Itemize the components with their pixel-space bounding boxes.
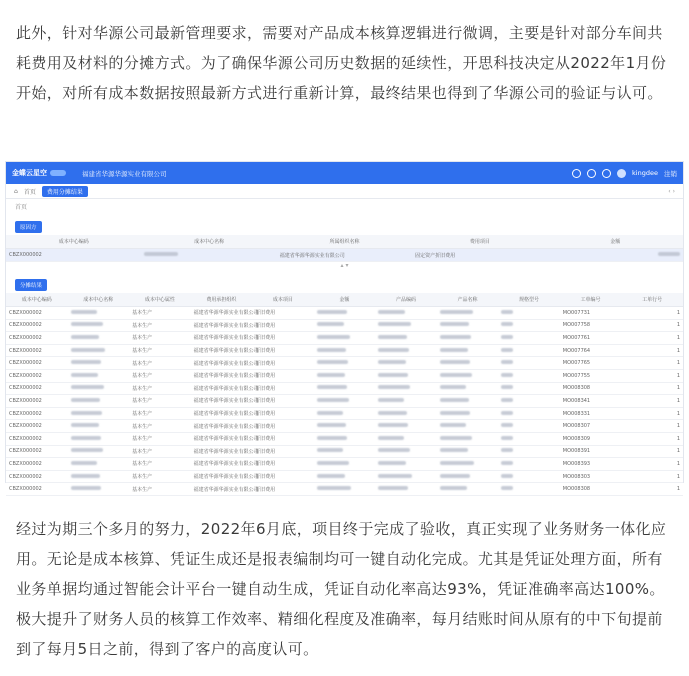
cell-name-blurred xyxy=(68,332,130,345)
cell-product-name-blurred xyxy=(437,432,499,445)
cell-line: 1 xyxy=(621,357,683,370)
cell-product-code-blurred xyxy=(375,319,437,332)
cell-attr: 基本生产 xyxy=(129,395,191,408)
cell-spec-blurred xyxy=(498,369,560,382)
cell-amount-blurred xyxy=(314,432,376,445)
cell-item: 折旧费用 xyxy=(252,357,314,370)
cell-name-blurred xyxy=(68,307,130,320)
app-name: 金蝶云星空 xyxy=(12,169,47,177)
cell-name-blurred xyxy=(68,470,130,483)
cell-attr: 基本生产 xyxy=(129,344,191,357)
cell-item: 折旧费用 xyxy=(252,307,314,320)
cell-product-name-blurred xyxy=(437,369,499,382)
table-row[interactable] xyxy=(6,483,683,496)
cell-item: 折旧费用 xyxy=(252,319,314,332)
column-header[interactable]: 成本中心属性 xyxy=(129,293,191,307)
cell-attr: 基本生产 xyxy=(129,483,191,496)
cell-code: CBZX000002 xyxy=(6,369,68,382)
cell-code: CBZX000002 xyxy=(6,458,68,471)
cell-name-blurred xyxy=(68,432,130,445)
cell-name-blurred xyxy=(68,369,130,382)
cell-spec-blurred xyxy=(498,382,560,395)
column-header[interactable]: 成本中心名称 xyxy=(141,235,276,249)
cell-name-blurred xyxy=(68,344,130,357)
column-header[interactable]: 产品名称 xyxy=(437,293,499,307)
cell-product-name-blurred xyxy=(437,319,499,332)
cell-amount-blurred xyxy=(314,420,376,433)
cell-line: 1 xyxy=(621,458,683,471)
column-header[interactable]: 金额 xyxy=(314,293,376,307)
table-row[interactable] xyxy=(6,395,683,408)
cell-code: CBZX000002 xyxy=(6,432,68,445)
column-header[interactable]: 工单编号 xyxy=(560,293,622,307)
cell-code: CBZX000002 xyxy=(6,395,68,408)
cell-line: 1 xyxy=(621,319,683,332)
cell-product-code-blurred xyxy=(375,470,437,483)
cell-attr: 基本生产 xyxy=(129,307,191,320)
cell-amount-blurred xyxy=(314,445,376,458)
cell-product-code-blurred xyxy=(375,483,437,496)
cell-spec-blurred xyxy=(498,458,560,471)
column-header[interactable]: 产品编码 xyxy=(375,293,437,307)
cell-spec-blurred xyxy=(498,395,560,408)
cell-attr: 基本生产 xyxy=(129,332,191,345)
cell-line: 1 xyxy=(621,420,683,433)
logout-link[interactable]: 注销 xyxy=(664,169,677,178)
column-header[interactable]: 成本项目 xyxy=(252,293,314,307)
cell-amount-blurred xyxy=(314,407,376,420)
cell-product-name-blurred xyxy=(437,382,499,395)
cell-org: 福建省华源华源实业有限公司 xyxy=(191,483,253,496)
home-icon[interactable]: ⌂ xyxy=(14,187,18,195)
avatar[interactable] xyxy=(617,169,626,178)
cell-product-name-blurred xyxy=(437,458,499,471)
cell-wo: MO008391 xyxy=(560,445,622,458)
cell-product-code-blurred xyxy=(375,357,437,370)
cell-attr: 基本生产 xyxy=(129,357,191,370)
table-row[interactable] xyxy=(6,357,683,370)
cell-amount-blurred xyxy=(314,470,376,483)
cell-name-blurred xyxy=(68,382,130,395)
cell-wo: MO008303 xyxy=(560,470,622,483)
cell-product-name-blurred xyxy=(437,357,499,370)
cell-product-name-blurred xyxy=(437,395,499,408)
cell-attr: 基本生产 xyxy=(129,382,191,395)
cell-attr: 基本生产 xyxy=(129,445,191,458)
column-header[interactable]: 规格型号 xyxy=(498,293,560,307)
cell-code: CBZX000002 xyxy=(6,357,68,370)
pane-splitter[interactable]: ▴ ▾ xyxy=(340,262,349,269)
table-row[interactable] xyxy=(6,307,683,320)
cell-product-name-blurred xyxy=(437,470,499,483)
cell-name-blurred xyxy=(68,420,130,433)
cell-wo: MO008307 xyxy=(560,420,622,433)
cell-item: 折旧费用 xyxy=(252,395,314,408)
cell-spec-blurred xyxy=(498,357,560,370)
tab-allocation-result[interactable]: 费用分摊结果 xyxy=(42,186,88,197)
cell-product-code-blurred xyxy=(375,332,437,345)
cell-product-name-blurred xyxy=(437,445,499,458)
table-row[interactable] xyxy=(6,249,683,262)
cell-wo: MO008308 xyxy=(560,483,622,496)
cell-amount-blurred xyxy=(314,369,376,382)
column-header[interactable]: 成本中心编码 xyxy=(6,293,68,307)
cell-spec-blurred xyxy=(498,407,560,420)
cell-product-code-blurred xyxy=(375,395,437,408)
cell-org: 福建省华源华源实业有限公司 xyxy=(191,332,253,345)
cell-name-blurred xyxy=(68,483,130,496)
cell-org: 福建省华源华源实业有限公司 xyxy=(191,470,253,483)
cell-line: 1 xyxy=(621,307,683,320)
cell-spec-blurred xyxy=(498,432,560,445)
cell-spec-blurred xyxy=(498,483,560,496)
cell-org: 福建省华源华源实业有限公司 xyxy=(191,432,253,445)
table-row[interactable] xyxy=(6,458,683,471)
cell-org: 福建省华源华源实业有限公司 xyxy=(191,445,253,458)
cell-product-code-blurred xyxy=(375,382,437,395)
cell-item: 固定资产折旧费用 xyxy=(412,249,547,262)
cell-amount-blurred xyxy=(314,483,376,496)
table-row[interactable] xyxy=(6,432,683,445)
cell-product-code-blurred xyxy=(375,369,437,382)
help-icon[interactable] xyxy=(602,169,611,178)
cell-spec-blurred xyxy=(498,420,560,433)
cell-wo: MO007731 xyxy=(560,307,622,320)
column-header[interactable]: 费用承担组织 xyxy=(191,293,253,307)
cell-line: 1 xyxy=(621,369,683,382)
cell-item: 折旧费用 xyxy=(252,382,314,395)
cell-item: 折旧费用 xyxy=(252,483,314,496)
cell-name-blurred xyxy=(68,395,130,408)
column-header[interactable]: 所属组织名称 xyxy=(277,235,412,249)
cell-amount-blurred xyxy=(314,395,376,408)
result-section-button[interactable]: 分摊结果 xyxy=(15,279,47,291)
cell-org: 福建省华源华源实业有限公司 xyxy=(191,307,253,320)
cell-name-blurred xyxy=(68,357,130,370)
cell-wo: MO007761 xyxy=(560,332,622,345)
table-row[interactable] xyxy=(6,382,683,395)
cell-name-blurred xyxy=(68,445,130,458)
cell-product-code-blurred xyxy=(375,407,437,420)
cell-wo: MO007758 xyxy=(560,319,622,332)
cell-line: 1 xyxy=(621,344,683,357)
cell-spec-blurred xyxy=(498,319,560,332)
cell-line: 1 xyxy=(621,382,683,395)
cell-code: CBZX000002 xyxy=(6,483,68,496)
breadcrumb[interactable]: 首页 xyxy=(15,204,28,211)
cell-item: 折旧费用 xyxy=(252,332,314,345)
cell-code: CBZX000002 xyxy=(6,319,68,332)
cell-wo: MO007765 xyxy=(560,357,622,370)
column-header[interactable]: 工单行号 xyxy=(621,293,683,307)
cell-code: CBZX000002 xyxy=(6,382,68,395)
tab-bar xyxy=(6,184,683,199)
cell-code: CBZX000002 xyxy=(6,420,68,433)
erp-screenshot xyxy=(5,161,684,493)
cell-wo: MO007755 xyxy=(560,369,622,382)
cell-product-name-blurred xyxy=(437,332,499,345)
cell-spec-blurred xyxy=(498,332,560,345)
cell-line: 1 xyxy=(621,395,683,408)
cell-org: 福建省华源华源实业有限公司 xyxy=(191,344,253,357)
cell-item: 折旧费用 xyxy=(252,344,314,357)
table-row[interactable] xyxy=(6,445,683,458)
cell-amount-blurred xyxy=(314,458,376,471)
cell-amount-blurred xyxy=(314,332,376,345)
column-header[interactable]: 成本中心编码 xyxy=(6,235,141,249)
cell-attr: 基本生产 xyxy=(129,319,191,332)
cell-line: 1 xyxy=(621,483,683,496)
cell-org: 福建省华源华源实业有限公司 xyxy=(277,249,412,262)
cell-product-code-blurred xyxy=(375,432,437,445)
column-header[interactable]: 费用项目 xyxy=(412,235,547,249)
cell-item: 折旧费用 xyxy=(252,470,314,483)
cell-item: 折旧费用 xyxy=(252,369,314,382)
cell-item: 折旧费用 xyxy=(252,445,314,458)
table-row[interactable] xyxy=(6,420,683,433)
outcome-paragraph: 经过为期三个多月的努力，2022年6月底，项目终于完成了验收，真正实现了业务财务一体化应用。无论是成本核算、凭证生成还是报表编制均可一键自动化完成。尤其是凭证处理方面，所有业务单据均通过智能会计平台一键自动生成，凭证自动化率高达93%，凭证准确率高达100%。极大提升了财务人员的核算工作效率、精细化程度及准确率，每月结账时间从原有的中下旬提前到了每月5日之前，得到了客户的高度认可。 xyxy=(16,520,667,658)
cell-attr: 基本生产 xyxy=(129,432,191,445)
cell-item: 折旧费用 xyxy=(252,407,314,420)
table-row[interactable] xyxy=(6,407,683,420)
cell-org: 福建省华源华源实业有限公司 xyxy=(191,458,253,471)
cell-name-blurred xyxy=(68,319,130,332)
cell-spec-blurred xyxy=(498,445,560,458)
cell-product-code-blurred xyxy=(375,344,437,357)
cell-product-name-blurred xyxy=(437,420,499,433)
cell-code: CBZX000002 xyxy=(6,470,68,483)
cell-amount-blurred xyxy=(314,319,376,332)
table-row[interactable] xyxy=(6,319,683,332)
cell-code: CBZX000002 xyxy=(6,307,68,320)
cell-org: 福建省华源华源实业有限公司 xyxy=(191,395,253,408)
tab-scroll-icon[interactable]: ‹ › xyxy=(668,187,675,195)
cell-attr: 基本生产 xyxy=(129,420,191,433)
table-row[interactable] xyxy=(6,470,683,483)
tab-home[interactable]: 首页 xyxy=(23,188,36,196)
cell-amount-blurred xyxy=(548,249,683,262)
result-table xyxy=(6,293,683,496)
cell-code: CBZX000002 xyxy=(6,445,68,458)
cell-org: 福建省华源华源实业有限公司 xyxy=(191,319,253,332)
table-row[interactable] xyxy=(6,369,683,382)
source-section-button[interactable]: 原因方 xyxy=(15,221,42,233)
intro-paragraph: 此外，针对华源公司最新管理要求，需要对产品成本核算逻辑进行微调，主要是针对部分车间共耗费用及材料的分摊方式。为了确保华源公司历史数据的延续性，开思科技决定从2022年1月份开始，对所有成本数据按照最新方式进行重新计算，最终结果也得到了华源公司的验证与认可。 xyxy=(16,24,667,102)
cell-line: 1 xyxy=(621,407,683,420)
cell-amount-blurred xyxy=(314,357,376,370)
source-table xyxy=(6,235,683,262)
cell-spec-blurred xyxy=(498,307,560,320)
cell-amount-blurred xyxy=(314,382,376,395)
cell-item: 折旧费用 xyxy=(252,458,314,471)
cell-spec-blurred xyxy=(498,470,560,483)
cell-spec-blurred xyxy=(498,344,560,357)
edition-badge xyxy=(50,170,66,176)
cell-code: CBZX000002 xyxy=(6,249,141,262)
company-name: 福建省华源华源实业有限公司 xyxy=(82,169,167,178)
cell-amount-blurred xyxy=(314,344,376,357)
cell-code: CBZX000002 xyxy=(6,344,68,357)
cell-wo: MO008393 xyxy=(560,458,622,471)
cell-attr: 基本生产 xyxy=(129,470,191,483)
column-header[interactable]: 成本中心名称 xyxy=(68,293,130,307)
cell-org: 福建省华源华源实业有限公司 xyxy=(191,382,253,395)
cell-name-blurred xyxy=(141,249,276,262)
cell-wo: MO008308 xyxy=(560,382,622,395)
cell-product-name-blurred xyxy=(437,344,499,357)
cell-product-code-blurred xyxy=(375,307,437,320)
cell-line: 1 xyxy=(621,445,683,458)
cell-line: 1 xyxy=(621,470,683,483)
cell-amount-blurred xyxy=(314,307,376,320)
cell-org: 福建省华源华源实业有限公司 xyxy=(191,357,253,370)
search-icon[interactable] xyxy=(572,169,581,178)
app-logo xyxy=(12,168,66,178)
cell-line: 1 xyxy=(621,432,683,445)
cell-name-blurred xyxy=(68,458,130,471)
cell-org: 福建省华源华源实业有限公司 xyxy=(191,369,253,382)
cell-item: 折旧费用 xyxy=(252,420,314,433)
table-row[interactable] xyxy=(6,332,683,345)
cell-attr: 基本生产 xyxy=(129,458,191,471)
cell-name-blurred xyxy=(68,407,130,420)
cell-item: 折旧费用 xyxy=(252,432,314,445)
cell-product-code-blurred xyxy=(375,458,437,471)
cell-code: CBZX000002 xyxy=(6,407,68,420)
bell-icon[interactable] xyxy=(587,169,596,178)
column-header[interactable]: 金额 xyxy=(548,235,683,249)
cell-wo: MO008309 xyxy=(560,432,622,445)
cell-wo: MO007764 xyxy=(560,344,622,357)
cell-line: 1 xyxy=(621,332,683,345)
user-name[interactable]: kingdee xyxy=(632,169,658,177)
cell-code: CBZX000002 xyxy=(6,332,68,345)
table-row[interactable] xyxy=(6,344,683,357)
cell-product-name-blurred xyxy=(437,307,499,320)
cell-org: 福建省华源华源实业有限公司 xyxy=(191,407,253,420)
cell-product-name-blurred xyxy=(437,407,499,420)
cell-attr: 基本生产 xyxy=(129,407,191,420)
cell-wo: MO008331 xyxy=(560,407,622,420)
app-header xyxy=(6,162,683,184)
cell-product-name-blurred xyxy=(437,483,499,496)
cell-product-code-blurred xyxy=(375,445,437,458)
cell-product-code-blurred xyxy=(375,420,437,433)
cell-attr: 基本生产 xyxy=(129,369,191,382)
cell-wo: MO008341 xyxy=(560,395,622,408)
cell-org: 福建省华源华源实业有限公司 xyxy=(191,420,253,433)
